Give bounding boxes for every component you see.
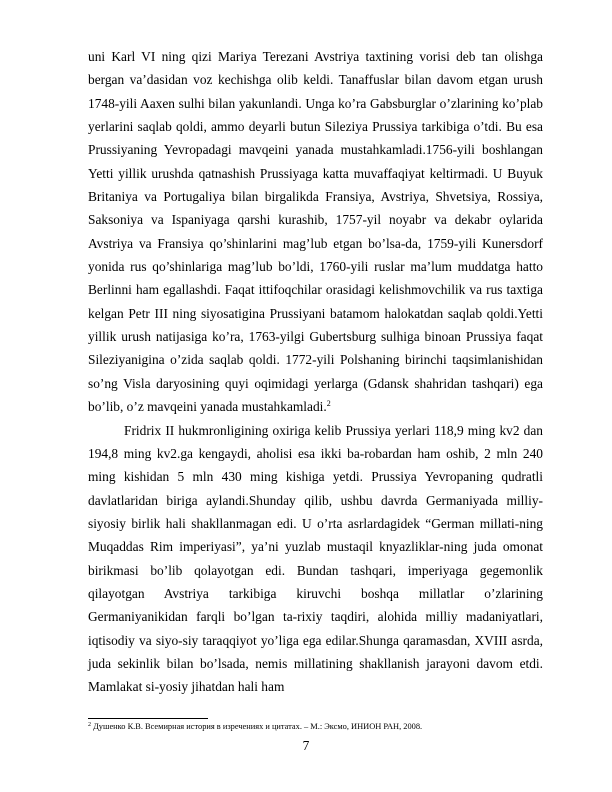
- paragraph: [88, 419, 543, 699]
- body-text: [88, 45, 543, 699]
- footnote-number: 2: [88, 722, 91, 728]
- paragraph-text: Fridrix II hukmronligining oxiriga kelib Prussiya yerlari 118,9 ming kv2 dan 194,8 ming kv2.ga kengaydi, aholisi esa ikki ba-robardan ham oshib, 2 mln 240 ming kishidan 5 mln 430 ming kishiga yetdi. Prussiya Yevropaning qudratli davlatlaridan biriga aylandi.Shunday qilib, ushbu davrda Germaniyada milliy-siyosiy birlik hali shakllanmagan edi. U o’rta asrlardagidek “German millati-ning Muqaddas Rim imperiyasi”, ya’ni yuzlab mustaqil knyazliklar-ning juda omonat birikmasi bo’lib qolayotgan edi. Bundan tashqari, imperiyaga gegemonlik qilayotgan Avstriya tarkibiga kiruvchi boshqa millatlar o’zlarining Germaniyanikidan farqli bo’lgan ta-rixiy taqdiri, alohida milliy madaniyatlari, iqtisodiy va siyo-siy taraqqiyot yo’liga ega edilar.Shunga qaramasdan, XVIII asrda, juda sekinlik bilan bo’lsada, nemis millatining shakllanish jarayoni davom etdi. Mamlakat si-yosiy jihatdan hali ham: [88, 422, 543, 695]
- page-number: 7: [302, 738, 310, 753]
- footnote: [88, 721, 548, 732]
- paragraph: [88, 45, 543, 419]
- footnote-separator: [88, 718, 208, 719]
- paragraph-text: uni Karl VI ning qizi Mariya Terezani Avstriya taxtining vorisi deb tan olishga bergan va’dasidan voz kechishga olib keldi. Tanaffuslar bilan davom etgan urush 1748-yili Aaxen sulhi bilan yakunlandi. Unga ko’ra Gabsburglar o’zlarining ko’plab yerlarini saqlab qoldi, ammo deyarli butun Sileziya Prussiya tarkibiga o’tdi. Bu esa Prussiyaning Yevropadagi mavqeini yanada mustahkamladi.1756-yili boshlangan Yetti yillik urushda qatnashish Prussiyaga katta muvaffaqiyat keltirmadi. U Buyuk Britaniya va Portugaliya bilan birgalikda Fransiya, Avstriya, Shvetsiya, Rossiya, Saksoniya va Ispaniyaga qarshi kurashib, 1757-yil noyabr va dekabr oylarida Avstriya va Fransiya qo’shinlarini mag’lub etgan bo’lsa-da, 1759-yili Kunersdorf yonida rus qo’shinlariga mag’lub bo’ldi, 1760-yili ruslar ma’lum muddatga hatto Berlinni ham egallashdi. Faqat ittifoqchilar orasidagi kelishmovchilik va rus taxtiga kelgan Petr III ning siyosatigina Prussiyani batamom halokatdan saqlab qoldi.Yetti yillik urush natijasiga ko’ra, 1763-yilgi Gubertsburg sulhiga binoan Prussiya faqat Sileziyanigina o’zida saqlab qoldi. 1772-yili Polshaning birinchi taqsimlanishidan so’ng Visla daryosining quyi oqimidagi yerlarga (Gdansk shahridan tashqari) ega bo’lib, o’z mavqeini yanada mustahkamladi.: [88, 49, 543, 415]
- footnote-reference[interactable]: 2: [326, 399, 331, 409]
- footnote-text: Душенко К.В. Всемирная история в изречениях и цитатах. – М.: Эксмо, ИНИОН РАН, 2008.: [93, 722, 423, 731]
